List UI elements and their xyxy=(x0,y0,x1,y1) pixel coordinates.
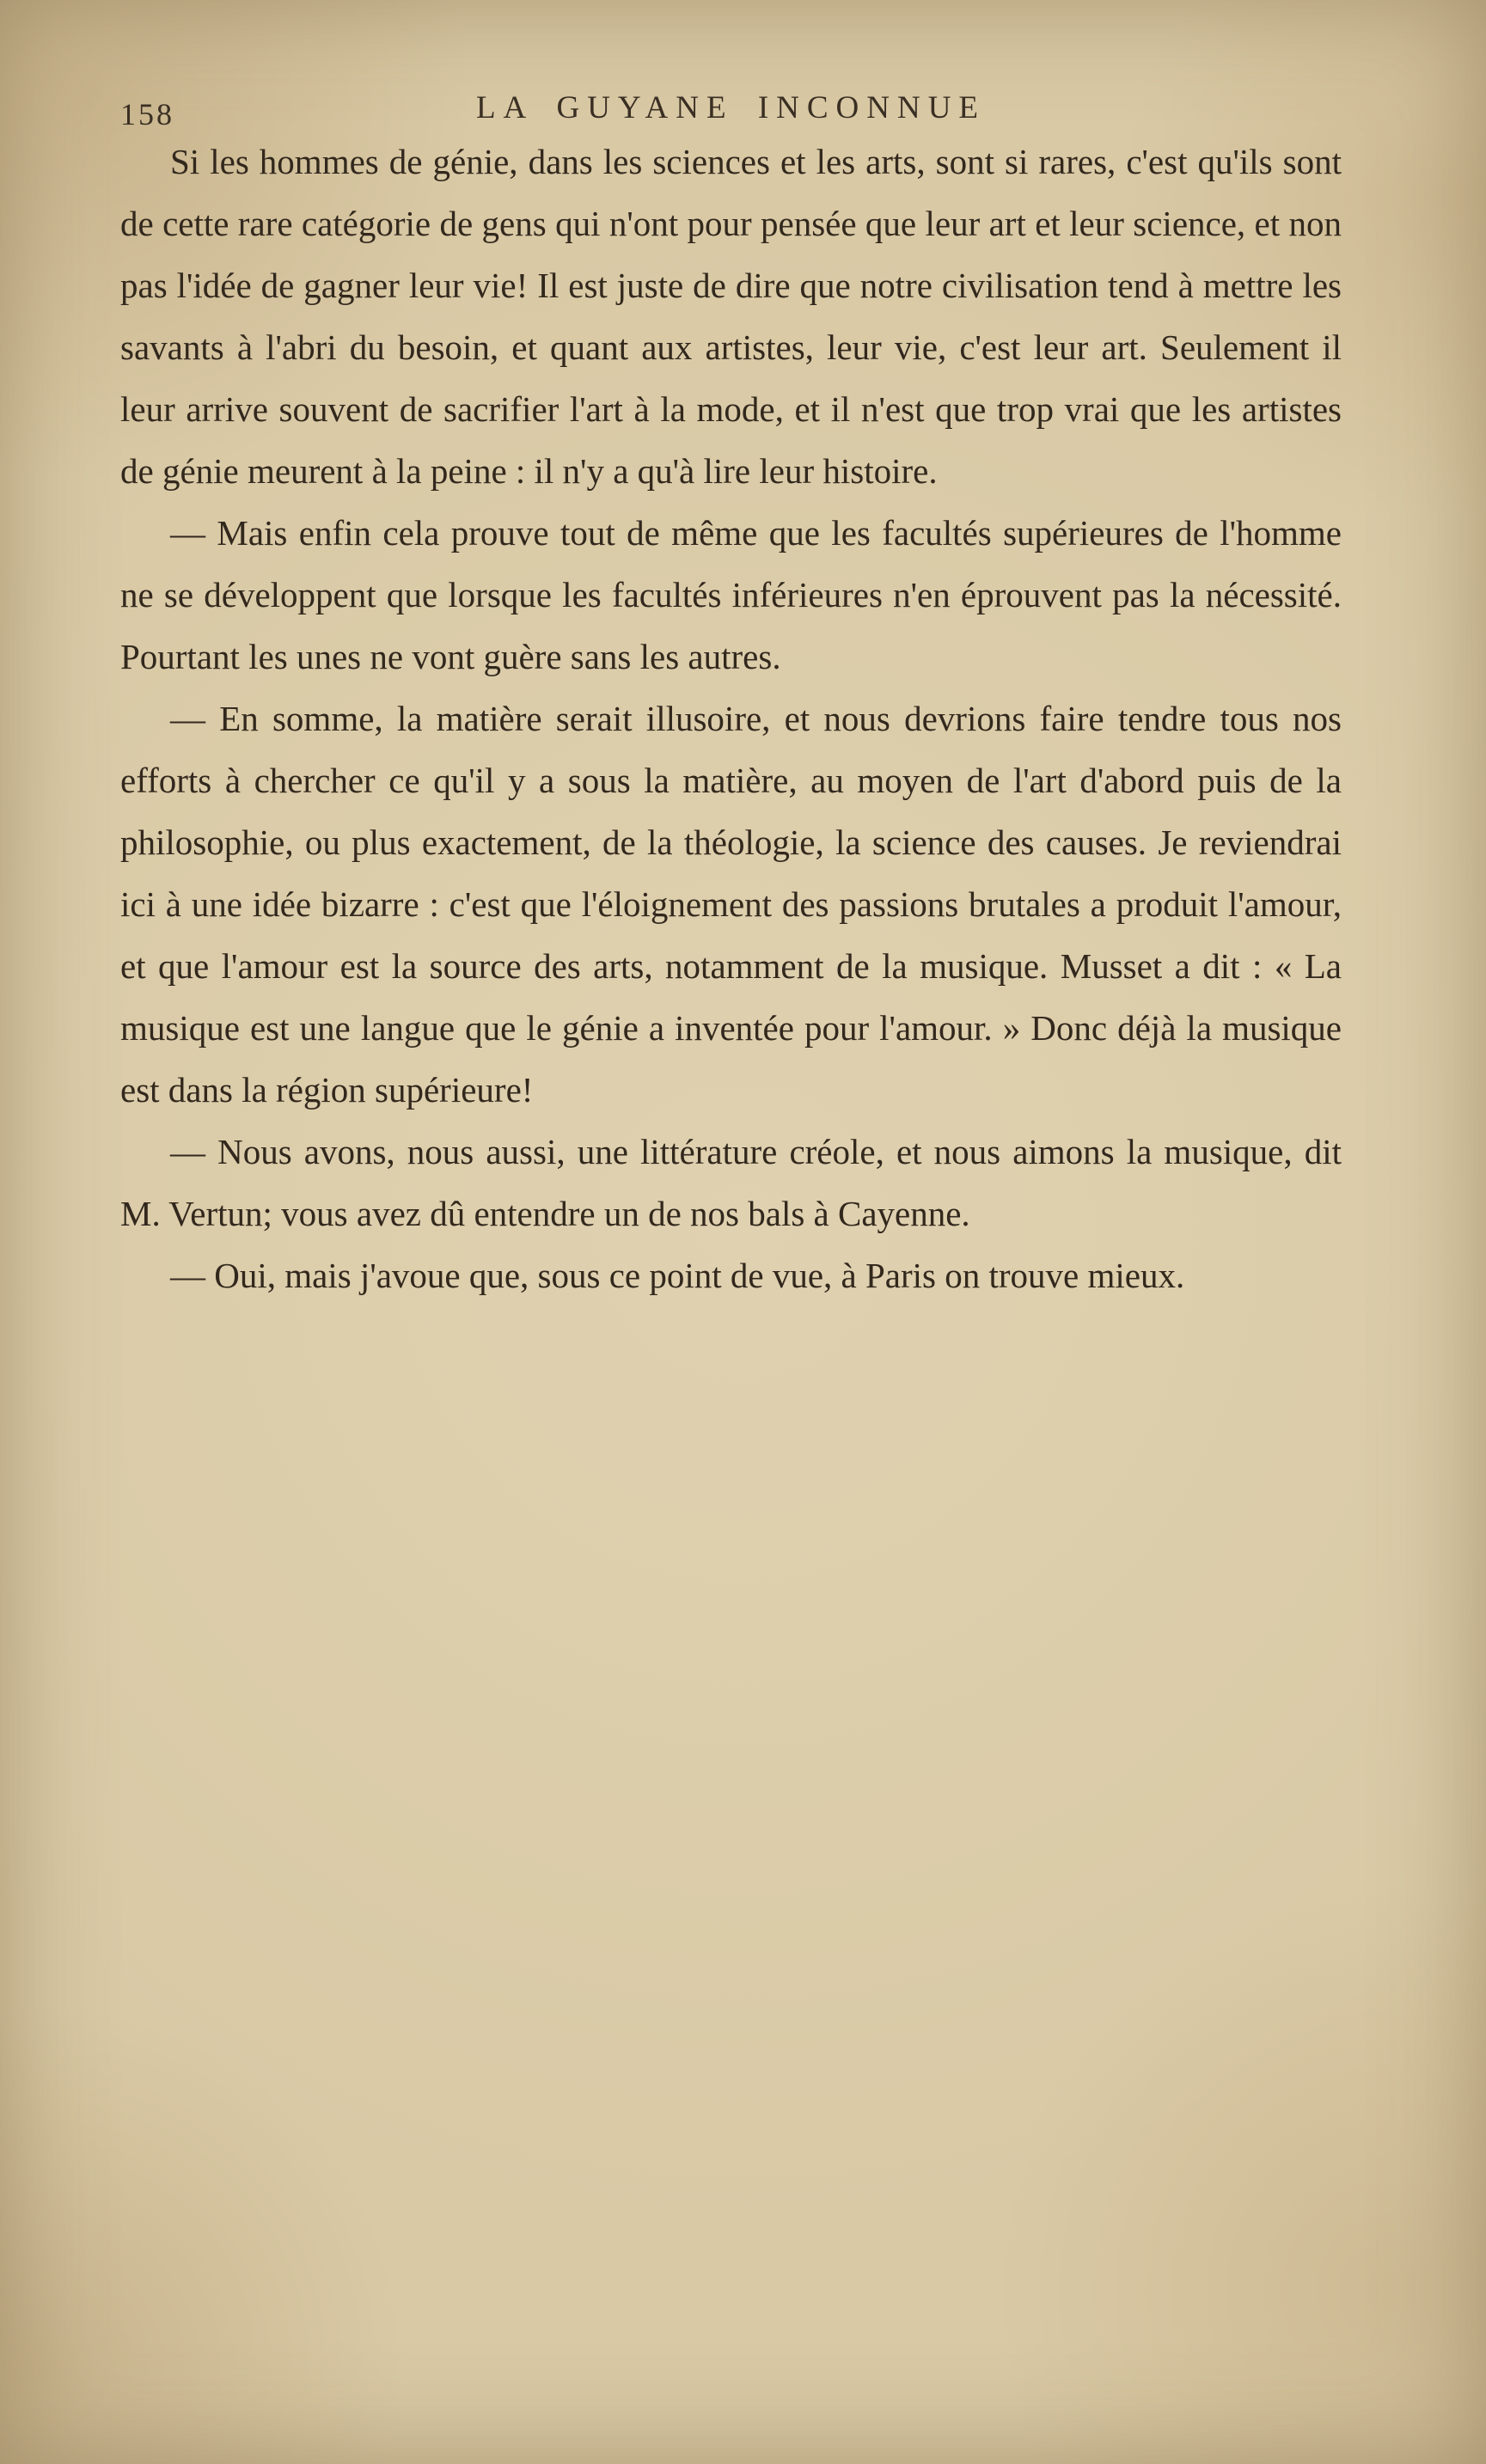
running-title: LA GUYANE INCONNUE xyxy=(475,90,987,125)
body-text xyxy=(120,131,1342,1306)
paragraph-2: — Mais enfin cela prouve tout de même que les facultés supérieures de l'homme ne se développent que lorsque les facultés inférieures n'en éprouvent pas la nécessité. Pourtant les unes ne vont guère sans les autres. xyxy=(120,513,1342,676)
paragraph-3: — En somme, la matière serait illusoire, et nous devrions faire tendre tous nos efforts à chercher ce qu'il y a sous la matière, au moyen de l'art d'abord puis de la philosophie, ou plus exactement, de la théologie, la science des causes. Je reviendrai ici à une idée bizarre : c'est que l'éloignement des passions brutales a produit l'amour, et que l'amour est la source des arts, notamment de la musique. Musset a dit : « La musique est une langue que le génie a inventée pour l'amour. » Donc déjà la musique est dans la région supérieure! xyxy=(120,699,1342,1110)
paragraph-5: — Oui, mais j'avoue que, sous ce point de vue, à Paris on trouve mieux. xyxy=(170,1256,1185,1295)
paragraph-1: Si les hommes de génie, dans les sciences et les arts, sont si rares, c'est qu'ils sont de cette rare catégorie de gens qui n'ont pour pensée que leur art et leur science, et non pas l'idée de gagner leur vie! Il est juste de dire que notre civilisation tend à mettre les savants à l'abri du besoin, et quant aux artistes, leur vie, c'est leur art. Seulement il leur arrive souvent de sacrifier l'art à la mode, et il n'est que trop vrai que les artistes de génie meurent à la peine : il n'y a qu'à lire leur histoire. xyxy=(120,142,1342,491)
page-number: 158 xyxy=(120,97,174,131)
paragraph-4: — Nous avons, nous aussi, une littérature créole, et nous aimons la musique, dit M. Vertun; vous avez dû entendre un de nos bals à Cayenne. xyxy=(120,1132,1342,1233)
